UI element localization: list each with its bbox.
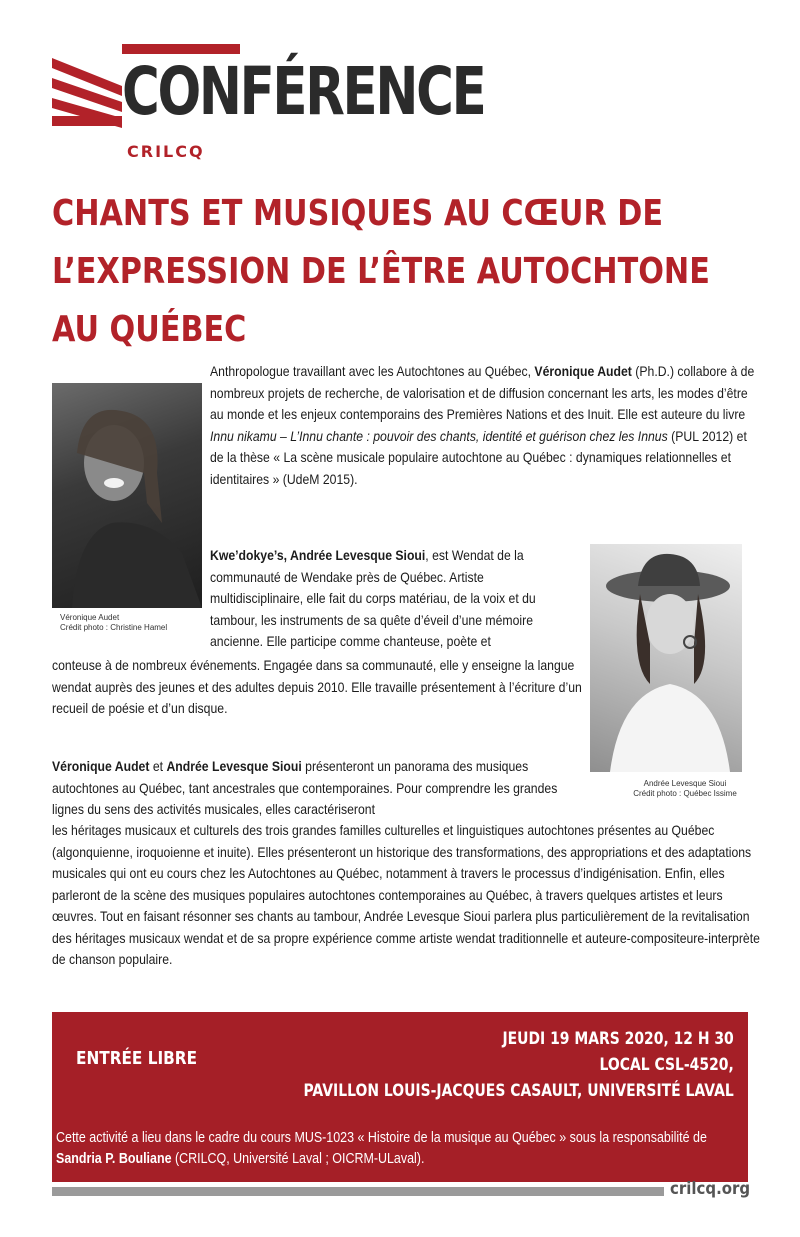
portrait-image-icon <box>590 544 742 772</box>
note-text: Cette activité a lieu dans le cadre du cours MUS-1023 « Histoire de la musique au Québec » sous la responsabilité de <box>56 1130 707 1146</box>
note-text: (CRILCQ, Université Laval ; OICRM-ULaval). <box>171 1151 425 1167</box>
portrait-veronique-audet <box>52 383 202 608</box>
speaker-name: Véronique Audet <box>52 759 150 774</box>
speaker-name: Véronique Audet <box>534 364 632 379</box>
caption-credit: Crédit photo : Christine Hamel <box>60 623 168 632</box>
bio-text: , est Wendat de la communauté de Wendake près de Québec. Artiste multidisciplinaire, elle fait du corps matériau, de la voix et du tambour, les instruments de sa quête d’éveil d’une mémoire ancienne. Elle participe comme chanteuse, poète et <box>210 548 536 649</box>
bio-text: (PUL 2012) et de la thèse « La scène musicale populaire autochtone au Québec : dynamiques relationnelles et identitaires » (UdeM 2015). <box>210 428 747 487</box>
responsible-name: Sandria P. Bouliane <box>56 1151 172 1167</box>
talk-description-continued: les héritages musicaux et culturels des trois grandes familles culturelles et linguistiques autochtones présentes au Québec (algonquienne, iroquoienne et inuite). Elles présenteront un historique des transformations, des appropriations et des adaptations musicales qui ont eu cours chez les Autochtones au Québec, notamment à travers le processus d’indigénisation. Enfin, elles parleront de la scène des musiques populaires autochtones contemporaines au Québec, à travers quelques artistes et leurs œuvres. Tout en faisant résonner ses chants au tambour, Andrée Levesque Sioui parlera plus particulièrement de la revitalisation des héritages musicaux wendat et de sa propre expérience comme artiste wendat traditionnelle et auteure-compositeure-interprète de chanson populaire. <box>52 823 760 967</box>
course-note <box>56 1128 727 1170</box>
photo-caption-2 <box>620 779 750 799</box>
connector-text: et <box>149 759 167 774</box>
bio-text: (Ph.D.) collabore à de nombreux projets de recherche, de valorisation et de diffusion concernant les arts, les modes d’être au monde et les enjeux contemporains des Premières Nations et des Inuit. Elle est auteure du livre <box>210 364 755 422</box>
portrait-andree-levesque-sioui <box>590 544 742 772</box>
logo-subtitle: CRILCQ <box>127 142 205 161</box>
logo-stripes-icon <box>52 58 122 130</box>
book-title: Innu nikamu – L’Innu chante : pouvoir des chants, identité et guérison chez les Innus <box>210 428 668 444</box>
event-building: PAVILLON LOUIS-JACQUES CASAULT, UNIVERSITÉ LAVAL <box>303 1081 734 1101</box>
event-details <box>304 1026 734 1104</box>
description-text: présenteront un panorama des musiques autochtones au Québec, tant ancestrales que contemporaines. Pour comprendre les grandes lignes du sens des activités musicales, elles caractériseront <box>52 759 558 817</box>
event-banner <box>52 1012 748 1182</box>
event-room: LOCAL CSL-4520, <box>599 1055 734 1075</box>
bio-text: Anthropologue travaillant avec les Autochtones au Québec, <box>210 364 535 379</box>
portrait-image-icon <box>52 383 202 608</box>
bio-andree-continued: conteuse à de nombreux événements. Engagée dans sa communauté, elle y enseigne la langue wendat auprès des jeunes et des adultes depuis 2010. Elle travaille présentement à l’écriture d’un recueil de poésie et d’un disque. <box>52 658 582 716</box>
footer-divider <box>52 1187 664 1196</box>
logo-word: CONFÉRENCE <box>122 53 485 130</box>
caption-credit: Crédit photo : Québec Issime <box>633 789 737 798</box>
event-date: JEUDI 19 MARS 2020, 12 H 30 <box>502 1029 734 1049</box>
photo-caption-1 <box>60 613 167 633</box>
conference-logo <box>52 44 485 164</box>
bio-andree-levesque-sioui <box>210 545 579 653</box>
caption-name: Véronique Audet <box>60 613 120 622</box>
website-link[interactable]: crilcq.org <box>670 1179 751 1199</box>
caption-name: Andrée Levesque Sioui <box>643 779 727 788</box>
talk-description <box>52 756 592 821</box>
page-title: CHANTS ET MUSIQUES AU CŒUR DE L’EXPRESSION DE L’ÊTRE AUTOCHTONE AU QUÉBEC <box>52 193 710 350</box>
bio-veronique-audet <box>210 361 761 490</box>
free-entry-label: ENTRÉE LIBRE <box>76 1048 198 1069</box>
speaker-name: Kwe’dokye’s, Andrée Levesque Sioui <box>210 548 426 563</box>
speaker-name: Andrée Levesque Sioui <box>166 759 302 774</box>
